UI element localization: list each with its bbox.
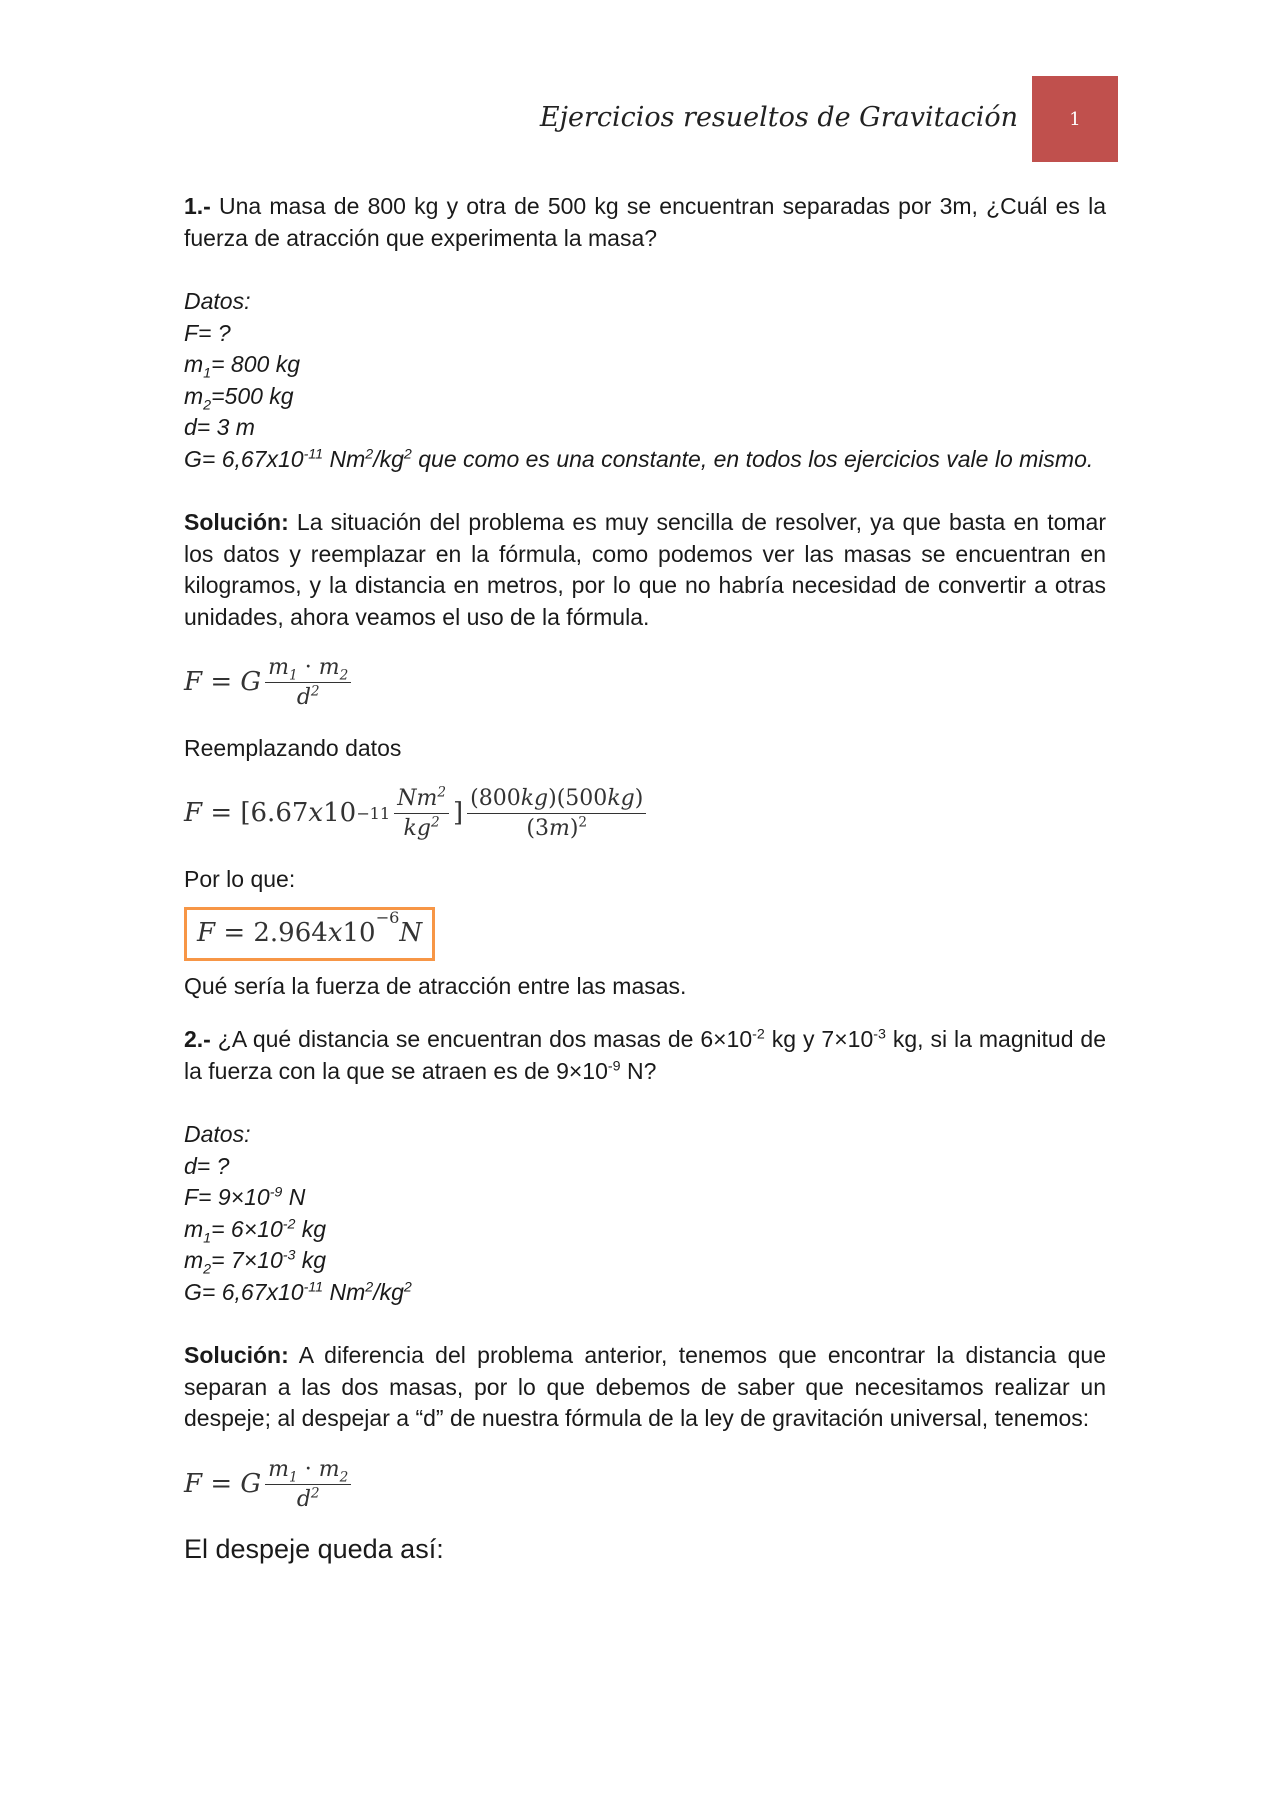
data-force: $F= 9\times 10^{-9}$ N [184, 1184, 306, 1211]
page-number: 1 [1069, 108, 1081, 130]
formula-gravitation-2: F = G $\frac{m_1 \cdot m_2}{d^2}$ [184, 1457, 1106, 1513]
formula-substituted: F = [6.67 x 10 −11 $\frac{Nm^2}{kg^2}$ ] $\frac{(800kg)(500kg)}{(3m)^2}$ [184, 786, 1106, 842]
data-mass-1: $m_1= 800$ kg [184, 351, 300, 382]
data-gravity-constant: $G= 6,67x10^{-11}$ $Nm^2/kg^2$ que como es una constante, en todos los ejercicios vale lo mismo. [184, 445, 1094, 472]
document-title: Ejercicios resueltos de Gravitación [539, 102, 1018, 133]
data-mass-2: $m_2= 7\times 10^{-3}$ kg [184, 1247, 327, 1278]
page-number-box [1032, 76, 1118, 162]
exercise-1-data [184, 286, 1106, 475]
data-gravity-constant: $G= 6,67x10^{-11}$ $Nm^2/kg^2$ [184, 1278, 412, 1305]
formula-gravitation: F = G $\frac{m_1 \cdot m_2}{d^2}$ [184, 655, 1106, 711]
data-mass-1: $m_1= 6\times 10^{-2}$ kg [184, 1215, 327, 1247]
exercise-1-conclusion: Qué sería la fuerza de atracción entre las masas. [184, 972, 687, 999]
exercise-2-data [184, 1119, 1106, 1308]
replacing-data-label: Reemplazando datos [184, 734, 402, 761]
solution-label: Solución: [184, 1342, 289, 1369]
therefore-label: Por lo que: [184, 865, 296, 892]
exercise-2-solution: Solución: A diferencia del problema anterior, tenemos que encontrar la distancia que separan a las dos masas, por lo que debemos de saber que necesitamos realizar un despeje; al despejar a “d” de nuestra fórmula de la ley de gravitación universal, tenemos: [184, 1342, 1106, 1432]
exercise-1-solution: Solución: La situación del problema es muy sencilla de resolver, ya que basta en tomar los datos y reemplazar en la fórmula, como podemos ver las masas se encuentran en kilogramos, y la distancia en metros, por lo que no habría necesidad de convertir a otras unidades, ahora veamos el uso de la fórmula. [184, 509, 1106, 630]
exercise-number: 2.- [184, 1026, 211, 1053]
exercise-2-statement: 2.- ¿A qué distancia se encuentran dos masas de $6\times 10^{-2}$ kg y $7\times 10^{-3}$ kg, si la magnitud de la fuerza con la que se atraen es de $9\times 10^{-9}$ N? [184, 1026, 1106, 1084]
data-distance: d= 3 m [184, 414, 255, 440]
result-formula [184, 907, 1106, 961]
exercise-number: 1.- [184, 193, 211, 219]
solution-label: Solución: [184, 509, 289, 535]
data-force: F= ? [184, 319, 231, 346]
datos-label: Datos: [184, 1121, 251, 1148]
result-box: F = 2.964 x 10 −6 N [184, 907, 435, 961]
despeje-label: El despeje queda así: [184, 1534, 444, 1565]
datos-label: Datos: [184, 288, 251, 314]
page-header [0, 76, 1280, 162]
data-mass-2: $m_2=500$ kg [184, 382, 294, 414]
exercise-1-statement: 1.- Una masa de 800 kg y otra de 500 kg se encuentran separadas por 3m, ¿Cuál es la fuerza de atracción que experimenta la masa? [184, 193, 1106, 251]
document-body [184, 191, 1106, 1566]
data-distance: d= ? [184, 1152, 230, 1179]
